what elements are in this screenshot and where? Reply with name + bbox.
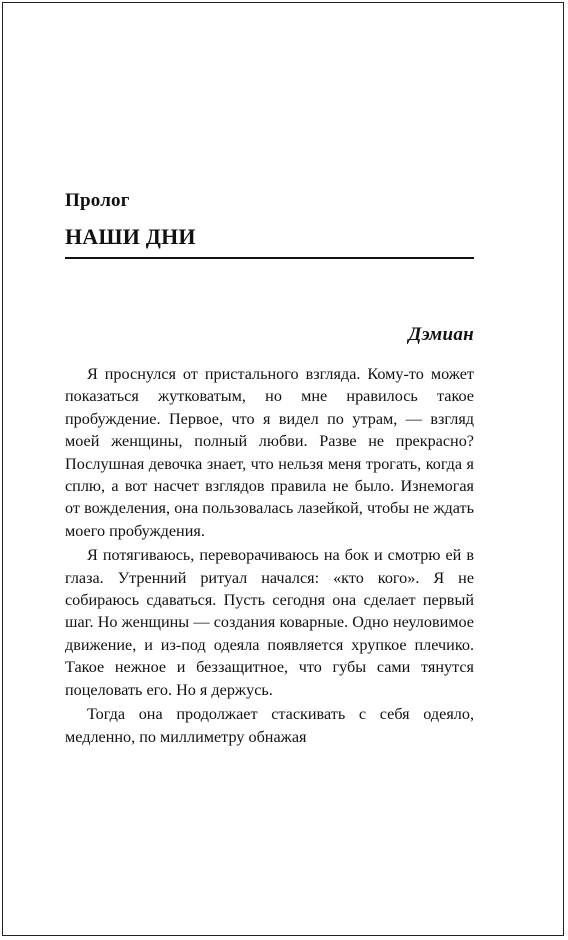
paragraph-3: Тогда она продолжает стаскивать с себя одеяло, медленно, по миллиметру обнажая	[65, 705, 474, 746]
body-text	[65, 363, 474, 748]
page-content	[65, 189, 474, 748]
pov-heading: Дэмиан	[408, 324, 474, 345]
paragraph-1: Я проснулся от пристального взгляда. Кому-то может показаться жутковатым, но мне нравилось такое пробуждение. Первое, что я видел по утрам, — взгляд моей женщины, полный любви. Разве не прекрасно? Послушная девочка знает, что нельзя меня трогать, когда я сплю, а вот насчет взглядов правила не было. Изнемогая от вожделения, она пользовалась лазейкой, чтобы не ждать моего пробуждения.	[65, 365, 474, 540]
chapter-label: Пролог	[65, 190, 130, 211]
book-page	[2, 2, 564, 936]
paragraph-2: Я потягиваюсь, переворачиваюсь на бок и смотрю ей в глаза. Утренний ритуал начался: «кто кого». Я не собираюсь сдаваться. Пусть сегодня она сделает первый шаг. Но женщины — создания коварные. Одно неуловимое движение, и из-под одеяла появляется хрупкое плечико. Такое нежное и беззащитное, что губы сами тянутся поцеловать его. Но я держусь.	[65, 546, 474, 699]
chapter-title: НАШИ ДНИ	[65, 223, 474, 259]
